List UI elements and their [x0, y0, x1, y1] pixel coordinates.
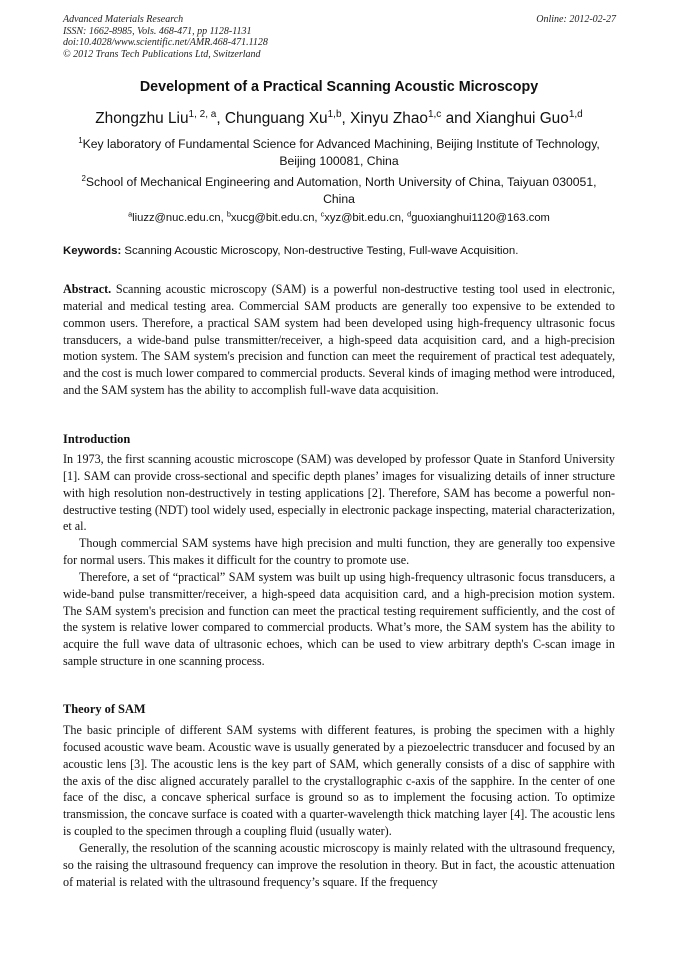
- paragraph: The basic principle of different SAM systems with different features, is probing the specimen with a highly focused acoustic wave beam. Acoustic wave is usually generated by a piezoelectric transducer and focused by an acoustic lens [3]. The acoustic lens is the key part of SAM, which generally consists of a disc of sapphire with the axis of the disc aligned accurately parallel to the crystallographic c-axis of the sapphire. In the center of one face of the disc, a concave spherical surface is ground so as to implement the focusing action. To optimize transmission, the concave surface is coated with a quarter-wavelength thick matching layer [4]. The acoustic lens is coupled to the specimen through a coupling fluid (usually water).: [63, 723, 615, 839]
- introduction-body: [63, 451, 615, 670]
- email-link[interactable]: guoxianghui1120@163.com: [411, 212, 550, 224]
- issn-line: ISSN: 1662-8985, Vols. 468-471, pp 1128-1131: [63, 25, 252, 37]
- paragraph: Though commercial SAM systems have high precision and multi function, they are generally too expensive for normal users. This makes it difficult for the country to promote use.: [63, 536, 615, 568]
- section-heading-theory: Theory of SAM: [63, 702, 146, 716]
- author-sup: 1,b: [327, 108, 342, 120]
- paper-title: Development of a Practical Scanning Acoustic Microscopy: [139, 79, 539, 95]
- author-sup: 1,d: [568, 108, 583, 120]
- abstract-text: Scanning acoustic microscopy (SAM) is a powerful non-destructive testing tool used in electronic, material and medical testing area. Commercial SAM products are generally too expensive to be extended to common users. Therefore, a practical SAM system had been developed using high-frequency ultrasonic focus transducers, a wide-band pulse transmitter/receiver, a high-speed data acquisition card, and a high-precision motion system. The SAM system's precision and function can meet the requirement of practical test adequately, and the cost is much lower compared to commercial products. Several kinds of imaging method were introduced, and the SAM system has the ability to accomplish full-wave data acquisition.: [63, 282, 615, 398]
- paragraph: In 1973, the first scanning acoustic microscope (SAM) was developed by professor Quate in Stanford University [1]. SAM can provide cross-sectional and specific depth planes’ images for visualizing details of inner structure with high resolution non-destructively in testing applications [2]. Therefore, SAM has become a powerful non-destructive testing (NDT) tool widely used, especially in electronic package inspecting, material characterization, et al.: [63, 452, 615, 534]
- journal-header: [63, 14, 268, 60]
- paragraph: Generally, the resolution of the scanning acoustic microscopy is mainly related with the ultrasound frequency, so the raising the ultrasound frequency can improve the resolution in theory. But in fact, the acoustic attenuation of material is related with the ultrasound frequency’s square. If the frequency: [63, 840, 615, 889]
- section-heading-introduction: Introduction: [63, 432, 131, 446]
- journal-name: Advanced Materials Research: [63, 14, 184, 25]
- author-name: Zhongzhu Liu: [95, 110, 189, 127]
- abstract: [63, 281, 615, 399]
- affiliation-1: $^1$Key laboratory of Fundamental Science for Advanced Machining, Beijing Institute of Technology, Beijing 100081, China: [78, 135, 600, 168]
- keywords: [63, 245, 623, 257]
- email-link[interactable]: xucg@bit.edu.cn,: [230, 212, 321, 224]
- copyright-line: © 2012 Trans Tech Publications Ltd, Switzerland: [63, 48, 261, 60]
- author-sup: 1, 2, a: [188, 108, 217, 120]
- email-link[interactable]: xyz@bit.edu.cn,: [324, 212, 408, 224]
- abstract-label: Abstract.: [63, 282, 112, 296]
- keywords-label: Keywords:: [63, 245, 122, 257]
- affiliation-2: $^2$School of Mechanical Engineering and Automation, North University of China, Taiyuan 030051, China: [81, 173, 597, 206]
- paragraph: Therefore, a set of “practical” SAM system was built up using high-frequency ultrasonic focus transducers, a wide-band pulse transmitter/receiver, a high-speed data acquisition card, and a high-precision motion system. The SAM system's precision and function can meet the practical testing requirement sufficiently, and the cost of the system is relative lower compared to commercial products. What’s more, the SAM system has the ability to acquire the full wave data of ultrasonic echoes, which can be used to view arbitrary depth's C-scan image in sample structure in one scanning process.: [63, 569, 615, 669]
- author-name: Xianghui Guo: [475, 110, 569, 127]
- author-name: Chunguang Xu: [224, 110, 328, 127]
- email-link[interactable]: liuzz@nuc.edu.cn,: [132, 212, 227, 224]
- author-list: Zhongzhu Liu$^{1, 2, a}$, Chunguang Xu$^{1,b}$, Xinyu Zhao$^{1,c}$ and Xianghui Guo$^{1,d}$: [95, 108, 583, 127]
- author-name: Xinyu Zhao: [350, 110, 428, 127]
- author-sup: 1,c: [427, 108, 442, 120]
- keywords-text: Scanning Acoustic Microscopy, Non-destructive Testing, Full-wave Acquisition.: [121, 245, 519, 257]
- author-emails: $^a$liuzz@nuc.edu.cn, $^b$xucg@bit.edu.cn, $^c$xyz@bit.edu.cn, $^d$guoxianghui1120@163.com: [128, 209, 550, 224]
- doi-line: doi:10.4028/www.scientific.net/AMR.468-471.1128: [63, 37, 268, 48]
- theory-body: [63, 722, 615, 890]
- online-date: Online: 2012-02-27: [536, 14, 616, 25]
